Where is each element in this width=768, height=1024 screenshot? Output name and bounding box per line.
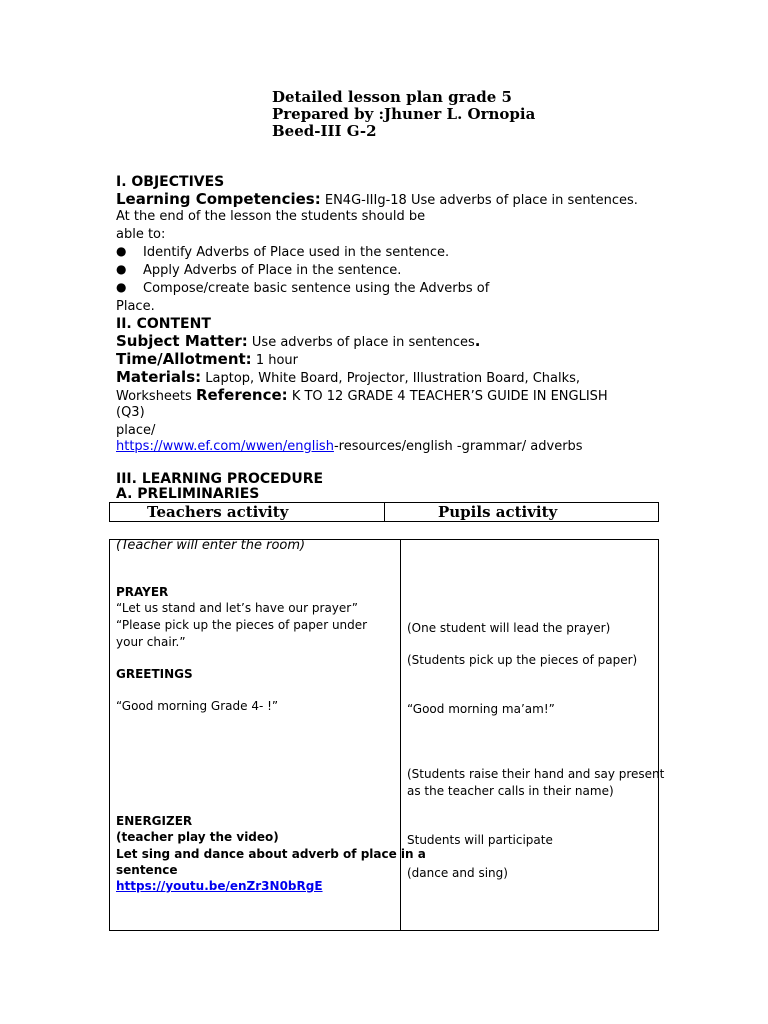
subject-matter-line	[116, 332, 480, 352]
teacher-enter: (Teacher will enter the room)	[116, 538, 306, 553]
reference-url-link[interactable]: https://www.ef.com/wwen/english	[116, 439, 334, 454]
energizer-title: ENERGIZER	[116, 814, 193, 828]
pupil-present-2: as the teacher calls in their name)	[407, 784, 614, 798]
reference-url-line	[116, 438, 583, 456]
procedure-heading: III. LEARNING PROCEDURE	[116, 471, 324, 487]
table-divider	[400, 539, 401, 931]
objectives-intro-1: At the end of the lesson the students should be	[116, 209, 426, 224]
pupil-lead-prayer: (One student will lead the prayer)	[407, 621, 611, 635]
bullet-icon: ●	[116, 244, 127, 258]
pupil-participate: Students will participate	[407, 833, 553, 847]
pupil-pick-paper: (Students pick up the pieces of paper)	[407, 653, 638, 667]
objective-bullet-3: Compose/create basic sentence using the Adverbs of	[143, 281, 490, 296]
prayer-line-3: your chair.”	[116, 635, 186, 649]
worksheets-text: Worksheets	[116, 389, 196, 404]
header-divider	[384, 502, 385, 522]
energizer-video-link[interactable]: https://youtu.be/enZr3N0bRgE	[116, 879, 323, 893]
objective-bullet-1: Identify Adverbs of Place used in the sentence.	[143, 245, 450, 260]
energizer-video-line	[116, 878, 323, 894]
materials-label: Materials:	[116, 368, 202, 386]
competencies-text: EN4G-IIIg-18 Use adverbs of place in sentences.	[320, 193, 638, 208]
greeting-text: “Good morning Grade 4- !”	[116, 699, 279, 713]
time-line	[116, 350, 298, 370]
bullet-icon: ●	[116, 280, 127, 294]
activity-table	[109, 539, 659, 931]
time-text: 1 hour	[251, 353, 298, 368]
time-label: Time/Allotment:	[116, 350, 252, 368]
title-line-3: Beed-III G-2	[272, 122, 377, 140]
greetings-title: GREETINGS	[116, 667, 193, 681]
pupil-good-morning: “Good morning ma’am!”	[407, 702, 555, 716]
energizer-line-1: (teacher play the video)	[116, 830, 279, 844]
objectives-heading: I. OBJECTIVES	[116, 174, 225, 190]
subject-text: Use adverbs of place in sentences	[247, 335, 475, 350]
teachers-activity-header: Teachers activity	[147, 503, 289, 521]
reference-line	[116, 386, 608, 406]
pupil-present-1: (Students raise their hand and say present	[407, 767, 665, 781]
title-line-2: Prepared by :Jhuner L. Ornopia	[272, 105, 536, 123]
pupil-dance: (dance and sing)	[407, 866, 508, 880]
content-heading: II. CONTENT	[116, 316, 211, 332]
reference-place: place/	[116, 423, 156, 438]
materials-line	[116, 368, 580, 388]
energizer-line-3: sentence	[116, 863, 178, 877]
reference-url-rest: -resources/english -grammar/ adverbs	[333, 439, 583, 454]
bullet-icon: ●	[116, 262, 127, 276]
pupils-activity-header: Pupils activity	[438, 503, 558, 521]
reference-q3: (Q3)	[116, 405, 145, 420]
prayer-title: PRAYER	[116, 585, 169, 599]
subject-period: .	[474, 332, 481, 350]
energizer-line-2: Let sing and dance about adverb of place in a	[116, 847, 426, 861]
title-line-1: Detailed lesson plan grade 5	[272, 88, 512, 106]
competencies-line	[116, 190, 638, 210]
subject-label: Subject Matter:	[116, 332, 248, 350]
reference-label: Reference:	[195, 386, 288, 404]
preliminaries-heading: A. PRELIMINARIES	[116, 486, 260, 502]
prayer-line-1: “Let us stand and let’s have our prayer”	[116, 601, 358, 615]
reference-text: K TO 12 GRADE 4 TEACHER’S GUIDE IN ENGLISH	[287, 389, 608, 404]
materials-text: Laptop, White Board, Projector, Illustration Board, Chalks,	[201, 371, 581, 386]
objectives-intro-2: able to:	[116, 227, 166, 242]
objective-bullet-2: Apply Adverbs of Place in the sentence.	[143, 263, 402, 278]
prayer-line-2: “Please pick up the pieces of paper under	[116, 618, 368, 632]
objective-bullet-3-cont: Place.	[116, 299, 155, 314]
competencies-label: Learning Competencies:	[116, 190, 321, 208]
